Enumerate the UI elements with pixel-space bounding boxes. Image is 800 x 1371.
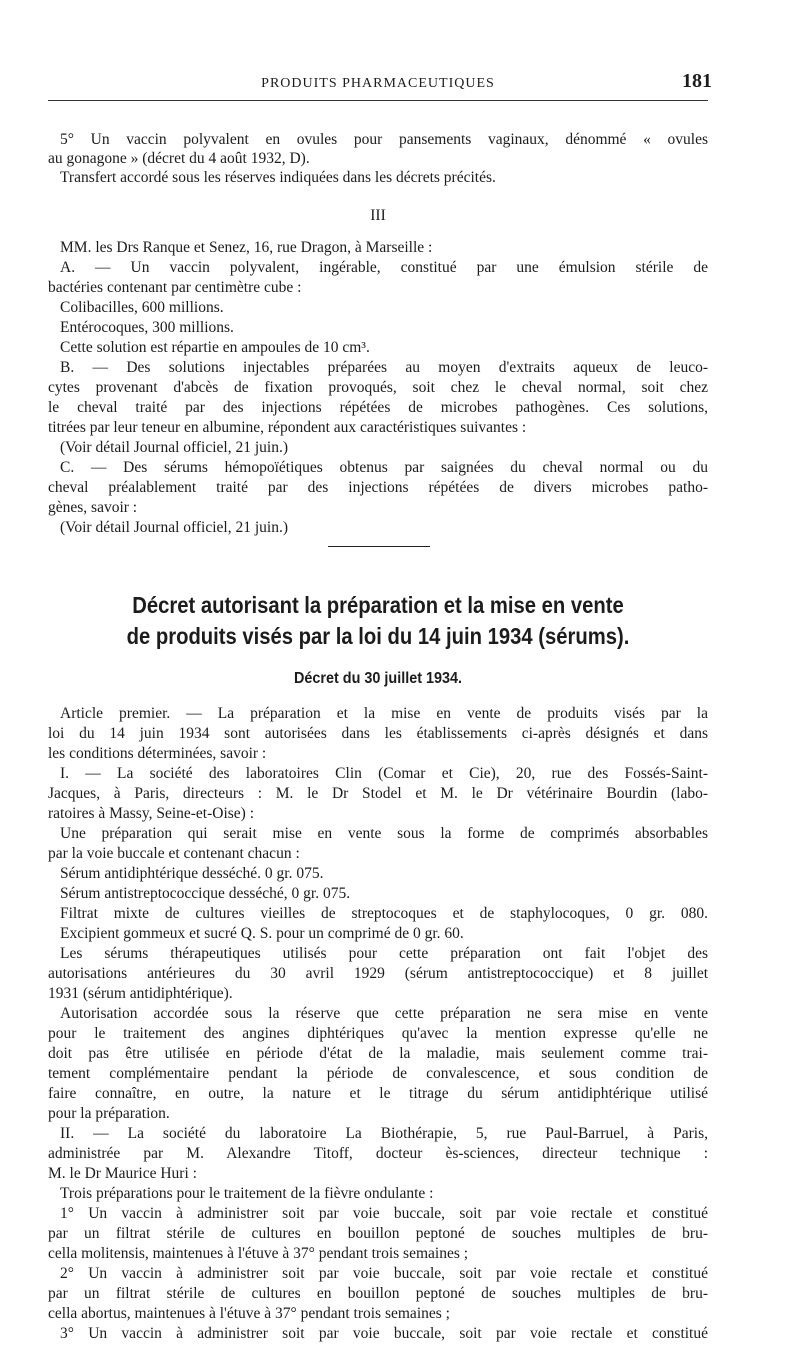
text-line: 2° Un vaccin à administrer soit par voie buccale, soit par voie rectale et constitué — [60, 1265, 708, 1282]
text-line: cella molitensis, maintenues à l'étuve à 37° pendant trois semaines ; — [48, 1245, 469, 1262]
text-line: Excipient gommeux et sucré Q. S. pour un comprimé de 0 gr. 60. — [60, 925, 464, 942]
text-line: pour le traitement des angines diphtériques qu'avec la mention expresse qu'elle ne — [48, 1025, 708, 1042]
text-line: Cette solution est répartie en ampoules de 10 cm³. — [60, 339, 370, 356]
text-line: bactéries contenant par centimètre cube : — [48, 279, 302, 296]
text-line: 3° Un vaccin à administrer soit par voie buccale, soit par voie rectale et constitué — [60, 1325, 708, 1342]
text-line: A. — Un vaccin polyvalent, ingérable, constitué par une émulsion stérile de — [60, 259, 708, 276]
text-line: administrée par M. Alexandre Titoff, docteur ès-sciences, directeur technique : — [48, 1145, 708, 1162]
text-line: 1° Un vaccin à administrer soit par voie buccale, soit par voie rectale et constitué — [60, 1205, 708, 1222]
text-line: autorisations antérieures du 30 avril 1929 (sérum antistreptococcique) et 8 juillet — [48, 965, 708, 982]
text-line: Jacques, à Paris, directeurs : M. le Dr Stodel et M. le Dr vétérinaire Bourdin (labo- — [48, 785, 708, 802]
decree-date: Décret du 30 juillet 1934. — [293, 670, 463, 687]
text-line: B. — Des solutions injectables préparées au moyen d'extraits aqueux de leuco- — [60, 359, 708, 376]
text-line: Article premier. — La préparation et la mise en vente de produits visés par la — [60, 705, 708, 722]
text-line: M. le Dr Maurice Huri : — [48, 1165, 197, 1182]
text-line: ratoires à Massy, Seine-et-Oise) : — [48, 805, 255, 822]
text-line: Sérum antistreptococcique desséché, 0 gr. 075. — [60, 885, 351, 902]
page-header — [48, 70, 712, 101]
text-line: titrées par leur teneur en albumine, répondent aux caractéristiques suivantes : — [48, 419, 527, 436]
page-number: 181 — [682, 70, 712, 92]
text-line: par un filtrat stérile de cultures en bouillon peptoné de souches multiples de bru- — [48, 1285, 708, 1302]
text-line: 1931 (sérum antidiphtérique). — [48, 985, 233, 1002]
text-line: Autorisation accordée sous la réserve que cette préparation ne sera mise en vente — [60, 1005, 708, 1022]
text-line: loi du 14 juin 1934 sont autorisées dans les établissements ci-après désignés et dans — [48, 725, 708, 742]
text-line: II. — La société du laboratoire La Biothérapie, 5, rue Paul-Barruel, à Paris, — [60, 1125, 708, 1142]
section-numeral: III — [370, 207, 386, 224]
running-title: PRODUITS PHARMACEUTIQUES — [261, 76, 495, 91]
text-line: I. — La société des laboratoires Clin (Comar et Cie), 20, rue des Fossés-Saint- — [60, 765, 708, 782]
text-line: le cheval traité par des injections répétées de microbes pathogènes. Ces solutions, — [48, 399, 708, 416]
text-line: au gonagone » (décret du 4 août 1932, D). — [48, 150, 310, 167]
text-line: cella abortus, maintenues à l'étuve à 37° pendant trois semaines ; — [48, 1305, 450, 1322]
text-line: cytes provenant d'abcès de fixation provoqués, soit chez le cheval normal, soit chez — [48, 379, 708, 396]
text-line: MM. les Drs Ranque et Senez, 16, rue Dragon, à Marseille : — [60, 239, 433, 256]
text-line: (Voir détail Journal officiel, 21 juin.) — [60, 519, 289, 536]
text-line: Trois préparations pour le traitement de la fièvre ondulante : — [60, 1185, 434, 1202]
text-line: 5° Un vaccin polyvalent en ovules pour pansements vaginaux, dénommé « ovules — [60, 131, 708, 148]
text-line: par un filtrat stérile de cultures en bouillon peptoné de souches multiples de bru- — [48, 1225, 708, 1242]
text-line: C. — Des sérums hémopoïétiques obtenus par saignées du cheval normal ou du — [60, 459, 708, 476]
text-line: faire connaître, en outre, la nature et le titrage du sérum antidiphtérique utilisé — [48, 1085, 708, 1102]
text-line: tement complémentaire pendant la période de convalescence, et sous condition de — [48, 1065, 708, 1082]
text-line: pour la préparation. — [48, 1105, 170, 1122]
decree-title-line-2: de produits visés par la loi du 14 juin 1934 (sérums). — [126, 623, 630, 649]
text-line: par la voie buccale et contenant chacun : — [48, 845, 300, 862]
text-line: Une préparation qui serait mise en vente sous la forme de comprimés absorbables — [60, 825, 708, 842]
text-line: Colibacilles, 600 millions. — [60, 299, 224, 316]
text-line: doit pas être utilisée en période d'état de la maladie, mais seulement comme trai- — [48, 1045, 708, 1062]
text-line: Entérocoques, 300 millions. — [60, 319, 234, 336]
section-divider — [328, 546, 430, 547]
text-line: gènes, savoir : — [48, 499, 138, 516]
text-line: Transfert accordé sous les réserves indiquées dans les décrets précités. — [60, 169, 496, 186]
decree-title-line-1: Décret autorisant la préparation et la mise en vente — [132, 592, 624, 618]
text-line: cheval préalablement traité par des injections répétées de divers microbes patho- — [48, 479, 708, 496]
text-line: Filtrat mixte de cultures vieilles de streptocoques et de staphylocoques, 0 gr. 080. — [60, 905, 708, 922]
text-line: (Voir détail Journal officiel, 21 juin.) — [60, 439, 289, 456]
text-line: Sérum antidiphtérique desséché. 0 gr. 075. — [60, 865, 324, 882]
text-line: Les sérums thérapeutiques utilisés pour cette préparation ont fait l'objet des — [60, 945, 708, 962]
text-line: les conditions déterminées, savoir : — [48, 745, 267, 762]
